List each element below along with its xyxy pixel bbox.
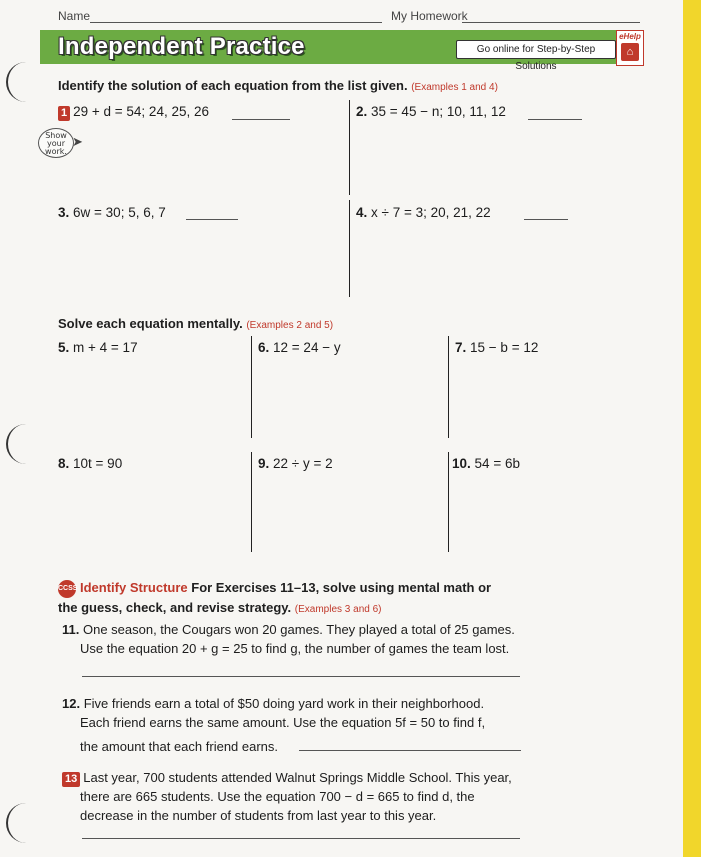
column-divider: [251, 336, 252, 438]
answer-line-11[interactable]: [82, 676, 520, 677]
arrow-icon: ➤: [72, 134, 83, 149]
exercise-10: 10. 54 = 6b: [452, 456, 520, 471]
section3-directions: CCSS Identify Structure For Exercises 11–13, solve using mental math or the guess, check, and revise strategy. (Examples 3 and 6): [58, 580, 492, 615]
exercise-7: 7. 15 − b = 12: [455, 340, 539, 355]
exercise-8: 8. 10t = 90: [58, 456, 123, 471]
name-line[interactable]: [90, 22, 382, 23]
section2-ref: (Examples 2 and 5): [246, 320, 334, 331]
show-your-work-stamp: Show your work.: [38, 128, 74, 158]
exercise-3: 3. 6w = 30; 5, 6, 7: [58, 205, 166, 220]
answer-line-1[interactable]: [232, 119, 290, 120]
exercise-6: 6. 12 = 24 − y: [258, 340, 341, 355]
column-divider: [251, 452, 252, 552]
name-label: Name: [58, 9, 91, 23]
homework-line[interactable]: [462, 22, 640, 23]
homework-label: My Homework: [391, 9, 468, 23]
exercise-9: 9. 22 ÷ y = 2: [258, 456, 333, 471]
binder-mark-middle: [6, 424, 26, 464]
problem-13-number: 13: [62, 772, 80, 787]
column-divider: [349, 200, 350, 297]
column-divider: [349, 100, 350, 195]
answer-line-4[interactable]: [524, 219, 568, 220]
exercise-1-number: 1: [58, 106, 70, 121]
section1-ref: (Examples 1 and 4): [411, 82, 498, 93]
answer-line-13[interactable]: [82, 838, 520, 839]
section2-directions: Solve each equation mentally. (Examples 2 and 5): [58, 316, 334, 331]
answer-line-3[interactable]: [186, 219, 238, 220]
column-divider: [448, 452, 449, 552]
exercise-2: 2. 35 = 45 − n; 10, 11, 12: [356, 104, 506, 119]
problem-12-line3: the amount that each friend earns.: [80, 739, 279, 754]
section3-ref: (Examples 3 and 6): [294, 603, 382, 615]
ccss-icon: CCSS: [58, 580, 76, 598]
column-divider: [448, 336, 449, 438]
problem-11: 11. One season, the Cougars won 20 games. They played a total of 25 games. Use the equation 20 + g = 25 to find g, the number of games the team lost.: [62, 622, 515, 656]
page-edge-strip: [683, 0, 701, 857]
exercise-5: 5. m + 4 = 17: [58, 340, 138, 355]
banner-title: Independent Practice: [58, 33, 305, 60]
problem-12: 12. Five friends earn a total of $50 doing yard work in their neighborhood. Each friend earns the same amount. Use the equation 5f = 50 to find f,: [62, 696, 486, 730]
ehelp-label: eHelp: [619, 32, 641, 41]
home-icon: ⌂: [621, 43, 639, 61]
answer-line-12[interactable]: [299, 750, 521, 751]
section3-heading: Identify Structure: [80, 580, 188, 595]
problem-13: 13 Last year, 700 students attended Walnut Springs Middle School. This year, there are 665 students. Use the equation 700 − d = 665 to find d, the decrease in the number of students from last year to this year.: [62, 768, 512, 825]
section1-directions: Identify the solution of each equation from the list given. (Examples 1 and 4): [58, 78, 498, 93]
ehelp-button[interactable]: [616, 30, 644, 66]
answer-line-2[interactable]: [528, 119, 582, 120]
exercise-4: 4. x ÷ 7 = 3; 20, 21, 22: [356, 205, 491, 220]
binder-mark-top: [6, 62, 26, 102]
step-by-step-button[interactable]: Go online for Step-by-Step Solutions: [456, 40, 616, 59]
exercise-1: 1 29 + d = 54; 24, 25, 26: [58, 104, 209, 121]
binder-mark-bottom: [6, 803, 26, 843]
